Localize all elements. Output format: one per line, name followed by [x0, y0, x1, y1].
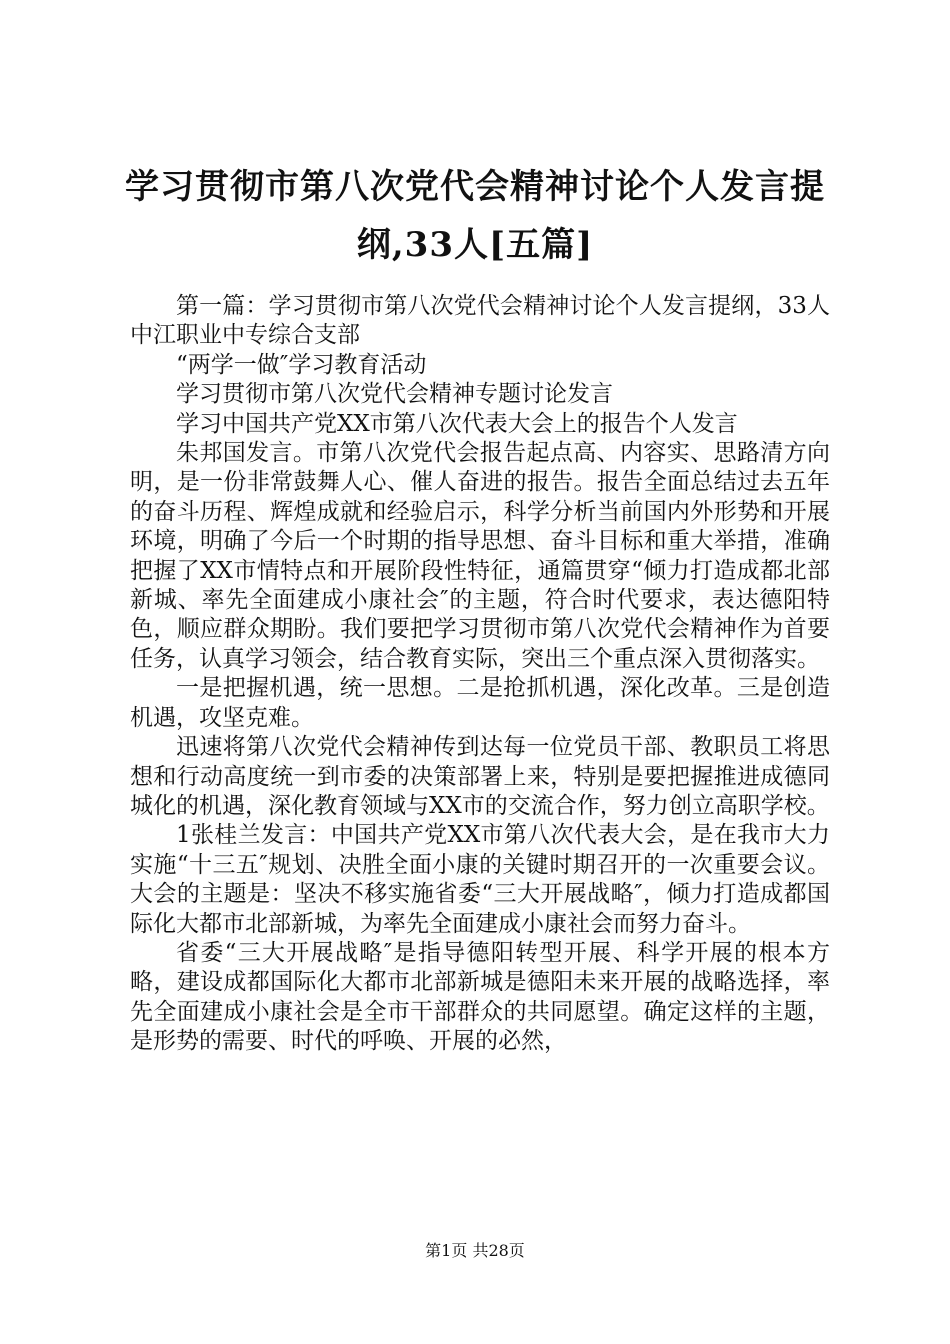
- page-footer: 第1页 共28页: [425, 1241, 525, 1260]
- paragraph-9: 省委“三大开展战略″是指导德阳转型开展、科学开展的根本方略，建设成都国际化大都市北部新城是德阳未来开展的战略选择，率先全面建成小康社会是全市干部群众的共同愿望。确定这样的主题，是形势的需要、时代的呼唤、开展的必然，: [130, 939, 830, 1055]
- paragraph-5: 朱邦国发言。市第八次党代会报告起点高、内容实、思路清方向明，是一份非常鼓舞人心、催人奋进的报告。报告全面总结过去五年的奋斗历程、辉煌成就和经验启示，科学分析当前国内外形势和开展环境，明确了今后一个时期的指导思想、奋斗目标和重大举措，准确把握了XX市情特点和开展阶段性特征，通篇贯穿“倾力打造成都北部新城、率先全面建成小康社会″的主题，符合时代要求，表达德阳特色，顺应群众期盼。我们要把学习贯彻市第八次党代会精神作为首要任务，认真学习领会，结合教育实际，突出三个重点深入贯彻落实。: [130, 440, 830, 672]
- paragraph-8: 1张桂兰发言：中国共产党XX市第八次代表大会，是在我市大力实施“十三五″规划、决胜全面小康的关键时期召开的一次重要会议。大会的主题是：坚决不移实施省委“三大开展战略″，倾力打造成都国际化大都市北部新城，为率先全面建成小康社会而努力奋斗。: [130, 822, 830, 937]
- document-title: 学习贯彻市第八次党代会精神讨论个人发言提纲,33人[五篇]: [125, 167, 825, 265]
- paragraph-6: 一是把握机遇，统一思想。二是抢抓机遇，深化改革。三是创造机遇，攻坚克难。: [130, 675, 830, 731]
- paragraph-2: “两学一做″学习教育活动: [176, 351, 427, 378]
- paragraph-1: 第一篇：学习贯彻市第八次党代会精神讨论个人发言提纲，33人中江职业中专综合支部: [130, 293, 830, 349]
- paragraph-7: 迅速将第八次党代会精神传到达每一位党员干部、教职员工将思想和行动高度统一到市委的决策部署上来，特别是要把握推进成德同城化的机遇，深化教育领域与XX市的交流合作，努力创立高职学校。: [130, 734, 830, 819]
- paragraph-3: 学习贯彻市第八次党代会精神专题讨论发言: [176, 381, 613, 408]
- document-body: [130, 292, 830, 1057]
- paragraph-4: 学习中国共产党XX市第八次代表大会上的报告个人发言: [176, 410, 738, 437]
